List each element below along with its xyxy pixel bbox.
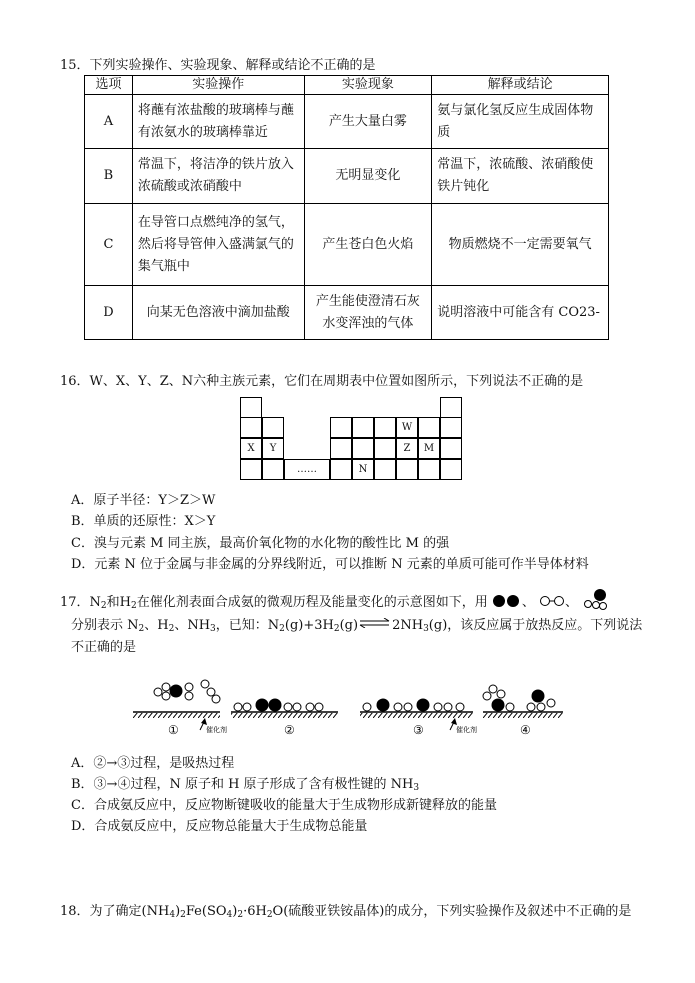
q16-stem: 16．W、X、Y、Z、N六种主族元素，它们在周期表中位置如图所示，下列说法不正确的是 (60, 374, 584, 389)
step-label-4: ④ (520, 723, 531, 737)
q17-text: (g)，该反应属于放热反应。下列说法 (428, 618, 643, 633)
q18-text: ) (175, 904, 181, 919)
pt-cell-w: W (396, 417, 418, 438)
q17-option-b (71, 776, 419, 794)
q17-stem-line2 (71, 617, 642, 635)
row-phenomenon: 产生大量白雾 (304, 95, 432, 149)
row-option: D (85, 286, 133, 340)
pt-cell (440, 459, 462, 480)
pt-cell (396, 459, 418, 480)
q18-text: ·6H (243, 904, 267, 919)
table-row (85, 286, 609, 340)
surface-2 (231, 699, 338, 719)
pt-cell (240, 417, 262, 438)
header-conclusion: 解释或结论 (432, 76, 609, 95)
q15-stem: 15．下列实验操作、实验现象、解释或结论不正确的是 (60, 58, 376, 73)
row-conclusion: 说明溶液中可能含有 CO23- (432, 286, 609, 340)
pt-cell-n: N (352, 459, 374, 480)
q18-text: ) (232, 904, 238, 919)
pt-cell (240, 397, 262, 418)
q16-option-d: D．元素 N 位于金属与非金属的分界线附近，可以推断 N 元素的单质可能可作半导体材料 (71, 557, 589, 572)
row-operation: 常温下，将洁净的铁片放入浓硫酸或浓硝酸中 (132, 149, 304, 204)
row-phenomenon: 产生能使澄清石灰水变浑浊的气体 (304, 286, 432, 340)
q16-option-c: C．溴与元素 M 同主族，最高价氧化物的水化物的酸性比 M 的强 (71, 536, 450, 551)
subscript: 2 (100, 601, 107, 611)
row-operation: 将蘸有浓盐酸的玻璃棒与蘸有浓氨水的玻璃棒靠近 (132, 95, 304, 149)
surface-1 (133, 680, 220, 718)
q17-text: (g) (339, 618, 359, 633)
nh3-molecule-icon (582, 588, 608, 610)
row-option: C (85, 204, 133, 286)
separator: 、 (565, 595, 579, 610)
reversible-arrow-icon (358, 618, 392, 628)
q16-option-b: B．单质的还原性：X＞Y (71, 514, 216, 529)
pt-cell (374, 459, 396, 480)
subscript: 3 (423, 624, 429, 634)
q18-stem (60, 903, 631, 921)
q17-text: 在催化剂表面合成氨的微观历程及能量变化的示意图如下，用 (136, 595, 488, 610)
row-conclusion: 氨与氯化氢反应生成固体物质 (432, 95, 609, 149)
subscript: 2 (131, 601, 137, 611)
q17-text: (g)+3H (284, 618, 334, 633)
pt-cell-m: M (418, 438, 440, 459)
table-row (85, 149, 609, 204)
pt-cell (440, 438, 462, 459)
q17-text: 和H (106, 595, 131, 610)
subscript: 3 (210, 624, 216, 634)
header-operation: 实验操作 (132, 76, 304, 95)
q16-option-a: A．原子半径：Y＞Z＞W (71, 493, 216, 508)
table-row (85, 95, 609, 149)
q17-option-d: D．合成氨反应中，反应物总能量大于生成物总能量 (71, 819, 368, 834)
pt-cell-x: X (240, 438, 262, 459)
q18-text: 18．为了确定(NH (60, 904, 170, 919)
pt-cell (330, 417, 352, 438)
header-phenomenon: 实验现象 (304, 76, 432, 95)
row-conclusion: 物质燃烧不一定需要氧气 (432, 204, 609, 286)
subscript: 2 (180, 910, 186, 920)
catalyst-label-1: 催化剂 (206, 726, 227, 734)
pt-cell (330, 438, 352, 459)
q17-option-c: C．合成氨反应中，反应物断键吸收的能量大于生成物形成新键释放的能量 (71, 798, 497, 813)
n2-molecule-icon (492, 594, 522, 608)
row-phenomenon: 产生苍白色火焰 (304, 204, 432, 286)
subscript: 2 (266, 910, 273, 920)
subscript: 4 (169, 910, 176, 920)
q17-text: 分别表示 N (71, 618, 139, 633)
catalyst-label-2: 催化剂 (456, 726, 477, 734)
subscript: 2 (333, 624, 340, 634)
pt-cell (240, 459, 262, 480)
table-row (85, 204, 609, 286)
pt-cell (262, 459, 284, 480)
table-header-row (85, 76, 609, 95)
q17-option-b-text: B．③→④过程，N 原子和 H 原子形成了含有极性键的 NH (71, 777, 414, 792)
pt-cell (374, 438, 396, 459)
subscript: 4 (226, 910, 233, 920)
pt-cell (374, 417, 396, 438)
separator: 、 (521, 595, 535, 610)
subscript: 2 (168, 624, 175, 634)
subscript: 2 (237, 910, 244, 920)
subscript: 2 (279, 624, 285, 634)
q17-text: 17．N (60, 595, 101, 610)
step-label-1: ① (168, 723, 179, 737)
pt-cell-y: Y (262, 438, 284, 459)
q17-text: 2NH (392, 618, 424, 633)
q17-option-a: A．②→③过程，是吸热过程 (71, 756, 235, 771)
q17-reaction-diagram (128, 676, 568, 746)
pt-cell-dots: …… (284, 459, 330, 480)
pt-cell (418, 417, 440, 438)
pt-cell (418, 459, 440, 480)
pt-cell (352, 438, 374, 459)
subscript: 3 (413, 783, 420, 793)
q17-stem-line1 (60, 588, 608, 612)
row-option: A (85, 95, 133, 149)
row-phenomenon: 无明显变化 (304, 149, 432, 204)
q18-text: O(硫酸亚铁铵晶体)的成分，下列实验操作及叙述中不正确的是 (272, 904, 632, 919)
q18-text: Fe(SO (185, 904, 227, 919)
surface-3 (360, 699, 473, 719)
row-operation: 在导管口点燃纯净的氢气，然后将导管伸入盛满氯气的集气瓶中 (132, 204, 304, 286)
row-option: B (85, 149, 133, 204)
row-operation: 向某无色溶液中滴加盐酸 (132, 286, 304, 340)
header-option: 选项 (85, 76, 133, 95)
pt-cell (352, 417, 374, 438)
q17-stem-line3: 不正确的是 (71, 640, 137, 655)
step-label-3: ③ (413, 723, 424, 737)
surface-4 (483, 685, 563, 718)
pt-cell (440, 397, 462, 418)
row-conclusion: 常温下，浓硫酸、浓硝酸使铁片钝化 (432, 149, 609, 204)
pt-cell-z: Z (396, 438, 418, 459)
pt-cell (330, 459, 352, 480)
q17-text: 、NH (174, 618, 211, 633)
pt-cell (262, 417, 284, 438)
h2-molecule-icon (539, 594, 565, 608)
pt-cell (440, 417, 462, 438)
q17-text: ，已知：N (215, 618, 280, 633)
subscript: 2 (138, 624, 145, 634)
q15-table (84, 75, 609, 340)
q17-text: 、H (144, 618, 169, 633)
step-label-2: ② (284, 723, 295, 737)
